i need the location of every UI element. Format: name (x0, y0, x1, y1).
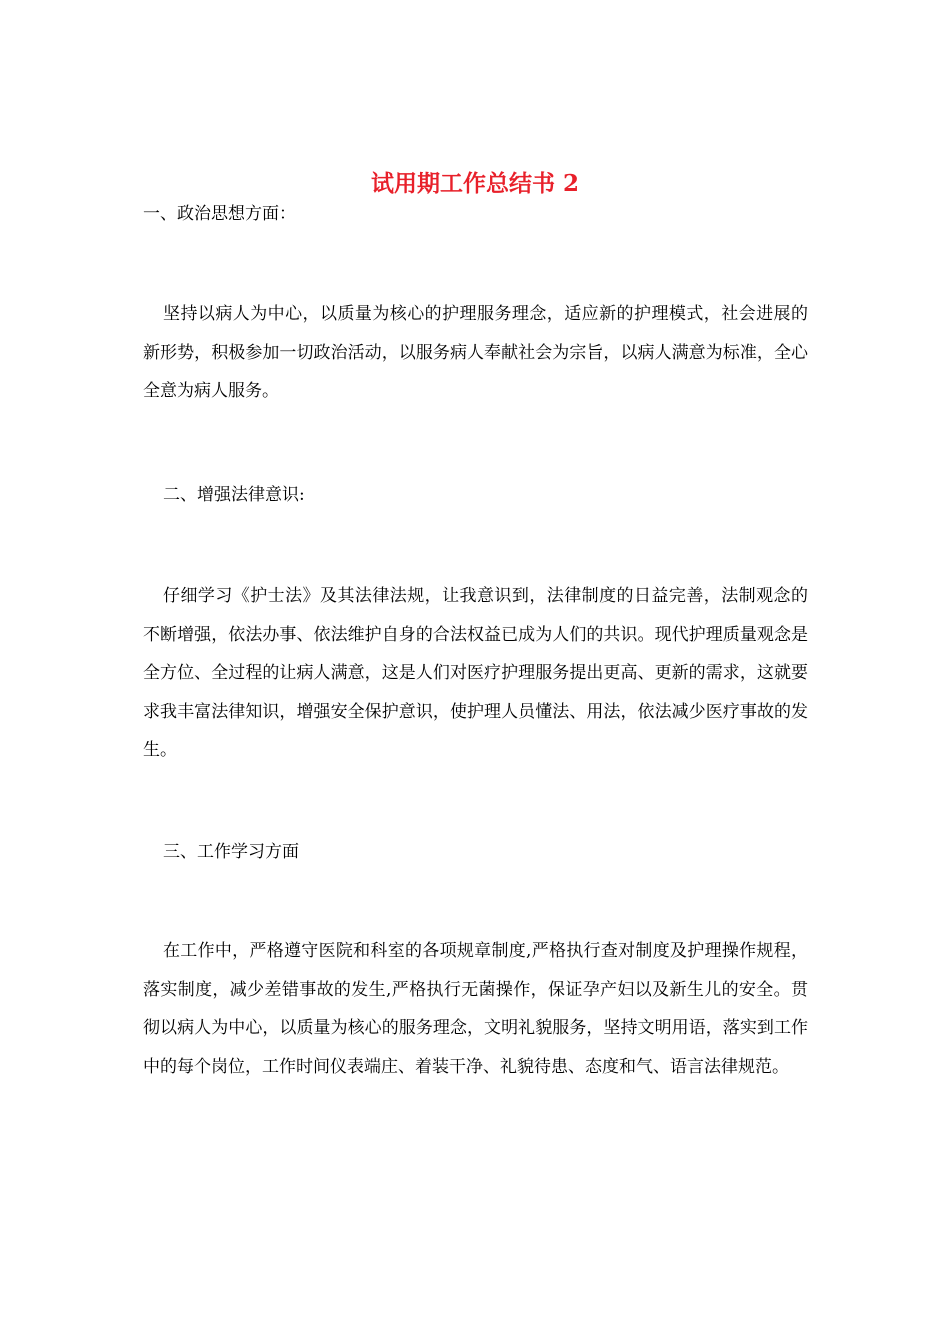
section-3-heading: 三、工作学习方面 (163, 842, 299, 862)
document-title: 试用期工作总结书 2 (370, 170, 579, 198)
section-2-paragraph: 仔细学习《护士法》及其法律法规，让我意识到，法律制度的日益完善，法制观念的不断增强，依法办事、依法维护自身的合法权益已成为人们的共识。现代护理质量观念是全方位、全过程的让病人满意，这是人们对医疗护理服务提出更高、更新的需求，这就要求我丰富法律知识，增强安全保护意识，使护理人员懂法、用法，依法减少医疗事故的发生。 (143, 586, 808, 760)
section-1-heading: 一、政治思想方面： (143, 204, 296, 224)
section-2-heading: 二、增强法律意识: (163, 485, 305, 505)
section-3-paragraph: 在工作中，严格遵守医院和科室的各项规章制度,严格执行查对制度及护理操作规程，落实制度，减少差错事故的发生,严格执行无菌操作，保证孕产妇以及新生儿的安全。贯彻以病人为中心，以质量为核心的服务理念，文明礼貌服务，坚持文明用语，落实到工作中的每个岗位，工作时间仪表端庄、着装干净、礼貌待患、态度和气、语言法律规范。 (143, 941, 808, 1077)
section-1-paragraph: 坚持以病人为中心，以质量为核心的护理服务理念，适应新的护理模式，社会进展的新形势，积极参加一切政治活动，以服务病人奉献社会为宗旨，以病人满意为标准，全心全意为病人服务。 (143, 304, 808, 401)
